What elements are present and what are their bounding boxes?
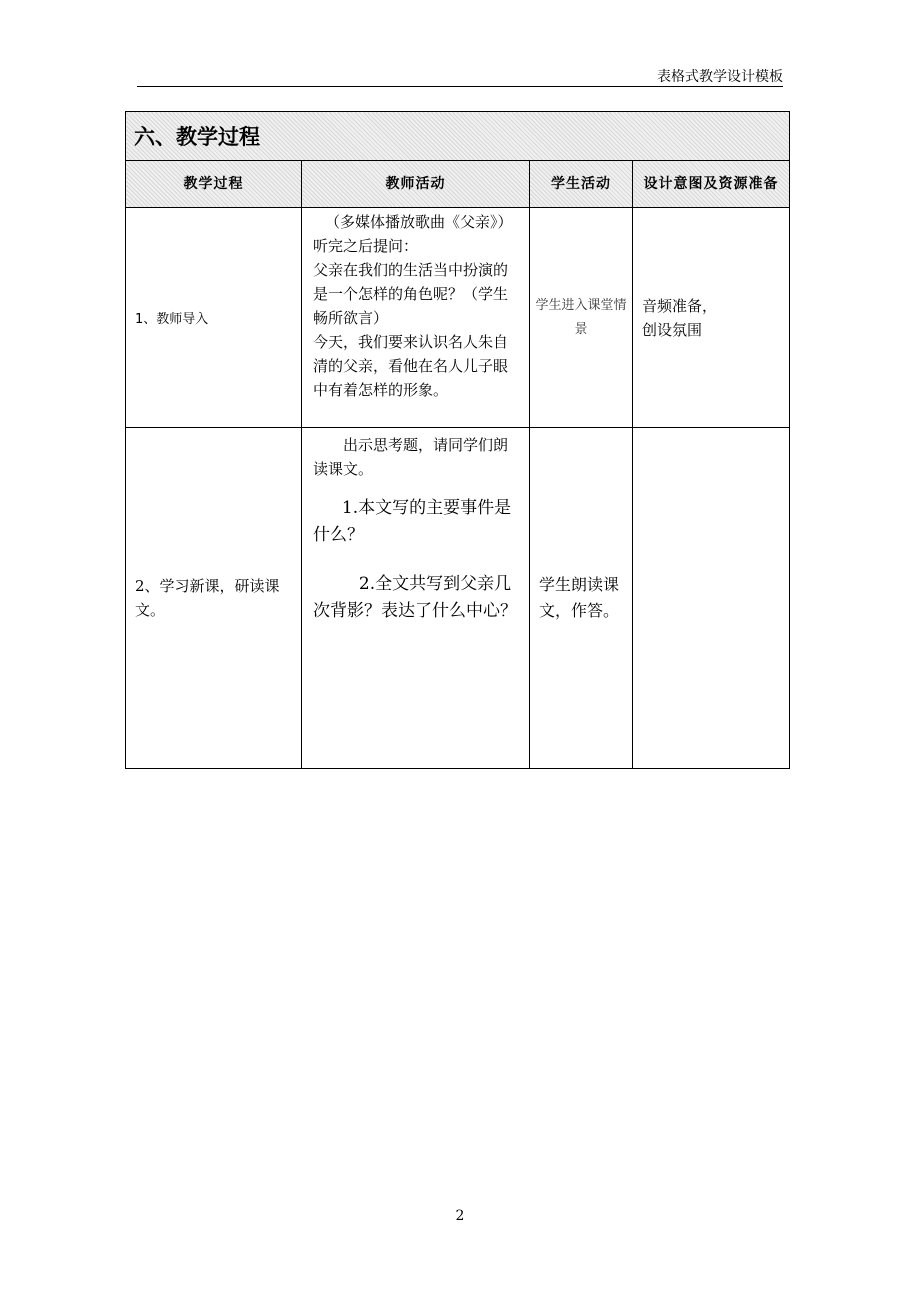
- teacher-activity-intro: 出示思考题，请同学们朗读课文。: [313, 436, 509, 478]
- page-number: 2: [455, 1208, 465, 1224]
- teacher-activity-line: 今天，我们要来认识名人朱自清的父亲，看他在名人儿子眼中有着怎样的形象。: [313, 333, 509, 399]
- teacher-activity-line: 父亲在我们的生活当中扮演的是一个怎样的角色呢？（学生畅所欲言）: [313, 261, 509, 327]
- teacher-activity-line: （多媒体播放歌曲《父亲》）听完之后提问：: [313, 213, 513, 255]
- student-activity-cell: 学生朗读课文，作答。: [530, 428, 633, 769]
- design-intent-cell: [633, 208, 790, 428]
- teacher-activity-cell: [302, 428, 530, 769]
- lesson-process-table: [125, 111, 790, 769]
- teacher-activity-cell: [302, 208, 530, 428]
- table-row: [126, 208, 790, 428]
- column-header-teacher: 教师活动: [302, 161, 530, 208]
- table-row: [126, 428, 790, 769]
- stage-cell: 2、学习新课，研读课文。: [126, 428, 302, 769]
- header-rule: [137, 86, 783, 87]
- thinking-question: 1.本文写的主要事件是什么？: [313, 498, 512, 545]
- stage-cell: 1、教师导入: [126, 208, 302, 428]
- document-header-title: 表格式教学设计模板: [657, 69, 783, 85]
- section-title: 六、教学过程: [126, 112, 790, 161]
- student-activity-cell: 学生进入课堂情景: [530, 208, 633, 428]
- column-header-student: 学生活动: [530, 161, 633, 208]
- column-header-stage: 教学过程: [126, 161, 302, 208]
- thinking-question: 2.全文共写到父亲几次背影？表达了什么中心？: [313, 574, 517, 621]
- column-header-design: 设计意图及资源准备: [633, 161, 790, 208]
- design-intent-cell: [633, 428, 790, 769]
- design-intent-line: 创设氛围: [642, 320, 703, 339]
- design-intent-line: 音频准备，: [642, 296, 718, 315]
